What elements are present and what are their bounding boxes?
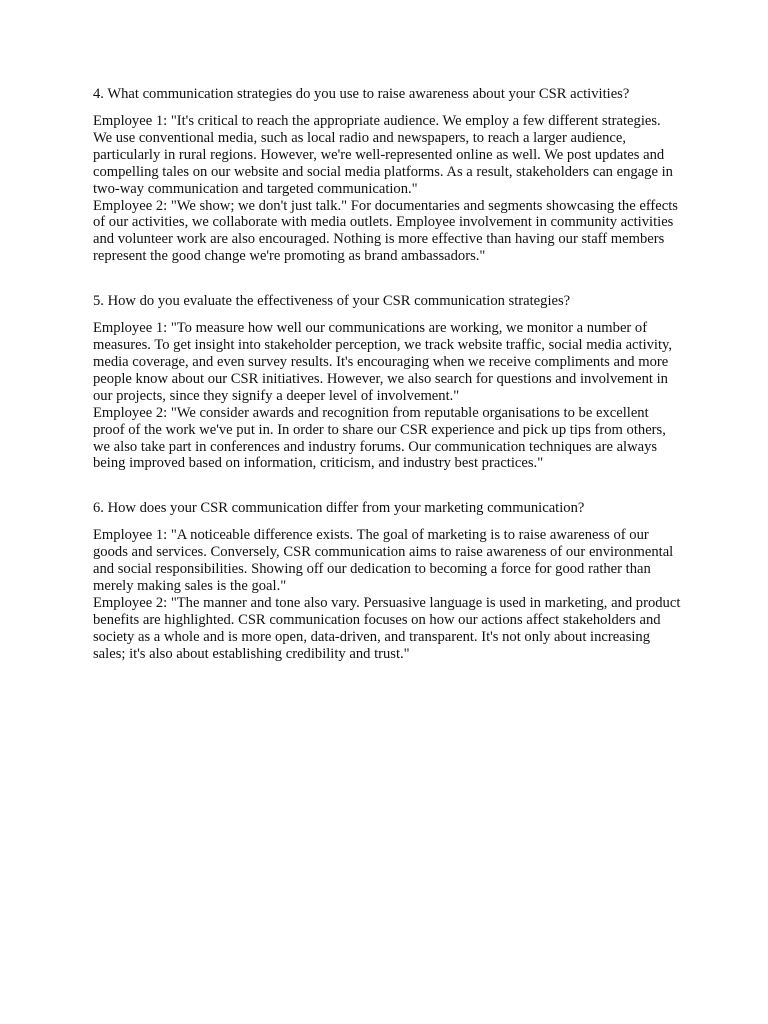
- document-page: [93, 86, 683, 691]
- employee-2-answer: Employee 2: "We show; we don't just talk." For documentaries and segments showcasing the effects of our activities, we collaborate with media outlets. Employee involvement in community activities and volunteer work are also encouraged. Nothing is more effective than having our staff members represent the good change we're promoting as brand ambassadors.": [93, 197, 678, 265]
- employee-1-answer: Employee 1: "To measure how well our communications are working, we monitor a number of measures. To get insight into stakeholder perception, we track website traffic, social media activity, media coverage, and even survey results. It's encouraging when we receive compliments and more people know about our CSR initiatives. However, we also search for questions and involvement in our projects, since they signify a deeper level of involvement.": [93, 320, 673, 404]
- employee-1-answer: Employee 1: "It's critical to reach the appropriate audience. We employ a few different strategies. We use conventional media, such as local radio and newspapers, to reach a larger audience, particularly in rural regions. However, we're well-represented online as well. We post updates and compelling tales on our website and social media platforms. As a result, stakeholders can engage in two-way communication and targeted communication.": [93, 113, 673, 197]
- question-heading: 6. How does your CSR communication differ from your marketing communication?: [93, 500, 585, 517]
- question-section-6: [93, 500, 683, 662]
- question-section-5: [93, 293, 683, 472]
- question-heading: 5. How do you evaluate the effectiveness of your CSR communication strategies?: [93, 293, 571, 310]
- question-heading: 4. What communication strategies do you use to raise awareness about your CSR activities?: [93, 86, 630, 102]
- employee-2-answer: Employee 2: "The manner and tone also vary. Persuasive language is used in marketing, and product benefits are highlighted. CSR communication focuses on how our actions affect stakeholders and society as a whole and is more open, data-driven, and transparent. It's not only about increasing sales; it's also about establishing credibility and trust.": [93, 594, 681, 662]
- employee-1-answer: Employee 1: "A noticeable difference exists. The goal of marketing is to raise awareness of our goods and services. Conversely, CSR communication aims to raise awareness of our environmental and social responsibilities. Showing off our dedication to becoming a force for good rather than merely making sales is the goal.": [93, 527, 674, 595]
- question-section-4: [93, 86, 683, 265]
- employee-2-answer: Employee 2: "We consider awards and recognition from reputable organisations to be excellent proof of the work we've put in. In order to share our CSR experience and pick up tips from others, we also take part in conferences and industry forums. Our communication techniques are always being improved based on information, criticism, and industry best practices.": [93, 404, 666, 472]
